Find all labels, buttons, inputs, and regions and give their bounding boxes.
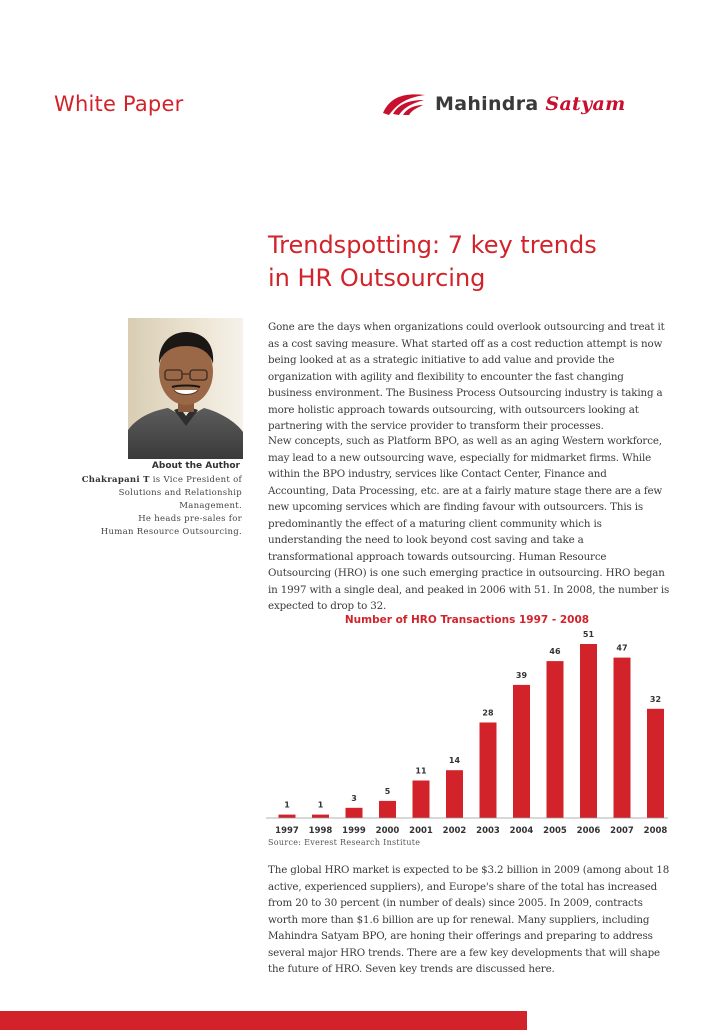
chart-tick-label-2006: 2006 [576,826,601,836]
chart-bar-2004 [513,685,530,818]
author-bio-line-4: Human Resource Outsourcing. [100,527,242,537]
chart-bar-2006 [580,644,597,818]
chart-value-label-2001: 11 [415,766,427,776]
chart-title: Number of HRO Transactions 1997 - 2008 [344,614,590,626]
logo-brand: Mahindra [435,93,539,115]
chart-value-label-2005: 46 [549,647,561,657]
chart-value-label-2007: 47 [616,643,628,653]
chart-bar-2002 [446,770,463,818]
chart-value-label-2004: 39 [515,670,528,680]
chart-bar-2007 [614,658,631,818]
chart-tick-label-2005: 2005 [543,826,567,836]
chart-bar-2000 [379,801,396,818]
logo-wordmark [435,93,626,115]
chart-bar-2003 [480,723,497,819]
author-bio-line-2: Solutions and Relationship Management. [118,488,242,511]
chart-bar-2008 [647,709,664,818]
chart-value-label-2000: 5 [384,786,391,796]
author-heading: About the Author [151,461,240,471]
page-title [268,229,688,295]
chart-tick-label-2001: 2001 [409,826,433,836]
chart-bar-2005 [547,661,564,818]
chart-bar-1998 [312,815,329,818]
chart-value-label-2002: 14 [448,756,461,766]
author-bio-1: is Vice President of [149,475,242,485]
author-bio-line-1 [54,474,242,487]
hro-transactions-chart [262,610,672,855]
chart-tick-label-2003: 2003 [476,826,500,836]
author-bio [54,474,242,539]
logo-sub: Satyam [545,93,626,115]
chart-tick-label-1997: 1997 [275,826,299,836]
chart-tick-label-2004: 2004 [509,826,534,836]
paragraph-intro: Gone are the days when organizations could overlook outsourcing and treat it as a cost saving measure. What started off as a cost reduction attempt is now being looked at as a strategic initiative to add value and provide the organization with agility and flexibility to encounter the fast changing business environment. The Business Process Outsourcing industry is taking a more holistic approach towards outsourcing, with outsourcers looking at partnering with the service provider to transform their processes. [268,321,665,432]
chart-tick-label-2002: 2002 [442,826,467,836]
chart-value-label-2003: 28 [482,708,494,718]
mahindra-satyam-logo [381,90,626,118]
chart-tick-label-1999: 1999 [342,826,366,836]
chart-value-label-2008: 32 [649,694,662,704]
chart-tick-label-1998: 1998 [308,826,333,836]
chart-value-label-2006: 51 [582,630,595,639]
chart-source: Source: Everest Research Institute [268,838,421,847]
chart-value-label-1998: 1 [317,800,324,810]
chart-tick-label-2008: 2008 [643,826,668,836]
paragraph-market: The global HRO market is expected to be $3.2 billion in 2009 (among about 18 active, experienced suppliers), and Europe's share of the total has increased from 20 to 30 percent (in number of deals) since 2005. In 2009, contracts worth more than $1.6 billion are up for renewal. Many suppliers, including Mahindra Satyam BPO, are honing their offerings and preparing to address several major HRO trends. There are a few key developments that will shape the future of HRO. Seven key trends are discussed here. [268,864,670,975]
chart-tick-label-2000: 2000 [375,826,400,836]
chart-value-label-1997: 1 [284,800,290,810]
author-photo [128,318,243,459]
chart-tick-label-2007: 2007 [610,826,634,836]
title-line-1: Trendspotting: 7 key trends [268,231,597,259]
paragraph-concepts: New concepts, such as Platform BPO, as well as an aging Western workforce, may lead to a new outsourcing wave, especially for midmarket firms. While within the BPO industry, services like Contact Center, Finance and Accounting, Data Processing, etc. are at a fairly mature stage there are a few new upcoming services which are finding favour with outsourcers. This is predominantly the effect of a maturing client community which is understanding the need to look beyond cost saving and take a transformational approach towards outsourcing. Human Resource Outsourcing (HRO) is one such emerging practice in outsourcing. HRO began in 1997 with a single deal, and peaked in 2006 with 51. In 2008, the number is expected to drop to 32. [268,435,670,612]
footer-bar [0,1011,527,1030]
chart-plot [262,610,672,840]
chart-value-label-1999: 3 [351,793,357,803]
author-name: Chakrapani T [81,475,150,485]
chart-bar-2001 [413,781,430,819]
logo-swoosh-icon [381,91,427,117]
author-bio-line-3: He heads pre-sales for [138,514,242,524]
title-line-2: in HR Outsourcing [268,264,486,292]
white-paper-label: White Paper [54,92,184,116]
chart-bar-1999 [346,808,363,818]
chart-bar-1997 [279,815,296,818]
